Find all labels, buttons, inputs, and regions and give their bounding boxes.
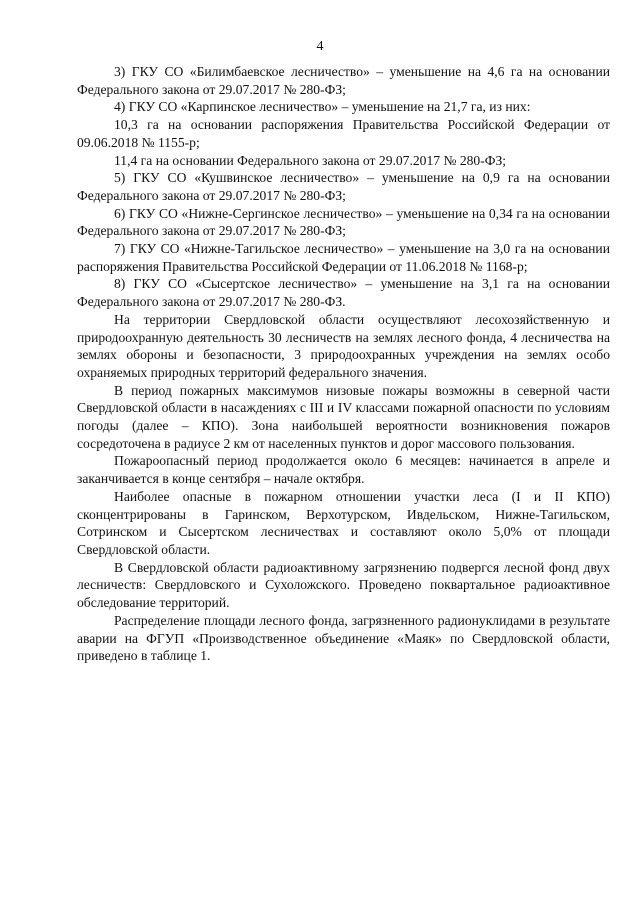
paragraph-forestry-activity: На территории Свердловской области осуществляют лесохозяйственную и природоохранную деятельность 30 лесничеств на землях лесного фонда, 4 лесничества на землях обороны и безопасности, 3 природоохранных учреждения на землях особо охраняемых природных территорий федерального значения. <box>77 311 610 380</box>
paragraph-item-7: 7) ГКУ СО «Нижне-Тагильское лесничество» – уменьшение на 3,0 га на основании распоряжения Правительства Российской Федерации от 11.06.2018 № 1168-р; <box>77 241 610 274</box>
document-body <box>77 63 610 665</box>
paragraph-item-5: 5) ГКУ СО «Кушвинское лесничество» – уменьшение на 0,9 га на основании Федерального закона от 29.07.2017 № 280-ФЗ; <box>77 170 610 203</box>
paragraph-item-3: 3) ГКУ СО «Билимбаевское лесничество» – уменьшение на 4,6 га на основании Федерального закона от 29.07.2017 № 280-ФЗ; <box>77 64 610 97</box>
paragraph-item-4-part-2: 11,4 га на основании Федерального закона от 29.07.2017 № 280-ФЗ; <box>114 152 507 168</box>
paragraph-item-6: 6) ГКУ СО «Нижне-Сергинское лесничество» – уменьшение на 0,34 га на основании Федерального закона от 29.07.2017 № 280-ФЗ; <box>77 205 610 239</box>
paragraph-item-8: 8) ГКУ СО «Сысертское лесничество» – уменьшение на 3,1 га на основании Федерального закона от 29.07.2017 № 280-ФЗ. <box>77 276 610 310</box>
paragraph-fire-maximums: В период пожарных максимумов низовые пожары возможны в северной части Свердловской области в насаждениях с III и IV классами пожарной опасности по условиям погоды (далее – КПО). Зона наибольшей вероятности возникновения пожаров сосредоточена в радиусе 2 км от населенных пунктов и дорог массового пользования. <box>77 382 610 451</box>
paragraph-radioactive-contamination: В Свердловской области радиоактивному загрязнению подвергся лесной фонд двух лесничеств: Свердловского и Сухоложского. Проведено поквартальное радиоактивное обследование территорий. <box>77 559 610 611</box>
paragraph-fire-season: Пожароопасный период продолжается около 6 месяцев: начинается в апреле и заканчивается в конце сентября – начале октября. <box>77 453 610 487</box>
paragraph-table-reference: Распределение площади лесного фонда, загрязненного радионуклидами в результате аварии на ФГУП «Производственное объединение «Маяк» по Свердловской области, приведено в таблице 1. <box>77 612 610 664</box>
paragraph-item-4-part-1: 10,3 га на основании распоряжения Правительства Российской Федерации от 09.06.2018 № 1155-р; <box>77 117 610 150</box>
page-number: 4 <box>316 39 324 54</box>
paragraph-item-4: 4) ГКУ СО «Карпинское лесничество» – уменьшение на 21,7 га, из них: <box>114 99 531 115</box>
paragraph-dangerous-areas: Наиболее опасные в пожарном отношении участки леса (I и II КПО) сконцентрированы в Гаринском, Верхотурском, Ивдельском, Нижне-Тагильском, Сотринском и Сысертском лесничествах и составляют около 5,0% от площади Свердловской области. <box>77 488 610 557</box>
